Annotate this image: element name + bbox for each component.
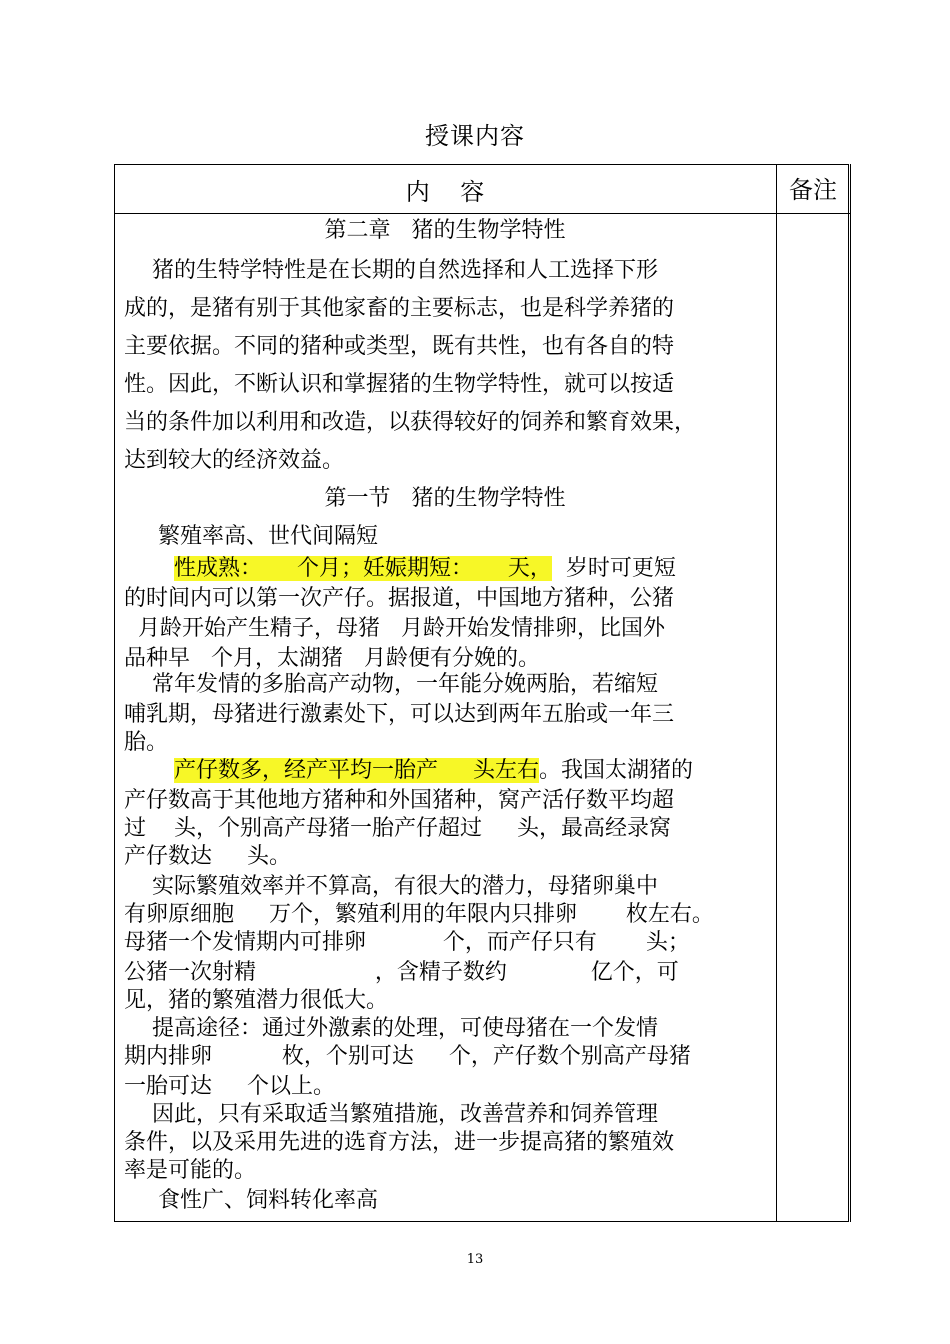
- text-line: 产仔数高于其他地方猪种和外国猪种，窝产活仔数平均超: [124, 788, 675, 813]
- text-line: 率是可能的。: [124, 1158, 257, 1183]
- text-line: 常年发情的多胎高产动物，一年能分娩两胎，若缩短: [124, 672, 658, 697]
- text-line: 主要依据。不同的猪种或类型，既有共性，也有各自的特: [124, 334, 675, 359]
- text-line: 猪的生特学特性是在长期的自然选择和人工选择下形: [124, 258, 658, 283]
- column-divider: [776, 164, 777, 1222]
- text-line: [174, 554, 676, 584]
- text-line: 产仔数达 头。: [124, 844, 291, 869]
- table-header-notes: 备注: [789, 176, 837, 204]
- header-divider: [114, 213, 850, 214]
- page-number: 13: [466, 1252, 484, 1267]
- text-line: 胎。: [124, 730, 169, 755]
- text-line: 一胎可达 个以上。: [124, 1074, 335, 1099]
- text-line: [174, 756, 693, 786]
- table-header-content: 内 容: [405, 178, 485, 206]
- text-line: 过 头，个别高产母猪一胎产仔超过 头，最高经录窝: [124, 816, 671, 841]
- text-line: 有卵原细胞 万个，繁殖利用的年限内只排卵 枚左右。: [124, 902, 714, 927]
- chapter-title: 第二章 猪的生物学特性: [324, 218, 566, 243]
- text-line: 达到较大的经济效益。: [124, 448, 345, 473]
- page-title: 授课内容: [425, 122, 525, 150]
- text-line: 因此，只有采取适当繁殖措施，改善营养和饲养管理: [124, 1102, 658, 1127]
- text-line: 当的条件加以利用和改造，以获得较好的饲养和繁育效果，: [124, 410, 697, 435]
- table-right-edge: [850, 164, 851, 1222]
- text-line: 哺乳期，母猪进行激素处下，可以达到两年五胎或一年三: [124, 702, 675, 727]
- subheading: 繁殖率高、世代间隔短: [158, 524, 379, 549]
- text-line: 条件，以及采用先进的选育方法，进一步提高猪的繁殖效: [124, 1130, 675, 1155]
- subheading: 食性广、饲料转化率高: [158, 1188, 379, 1213]
- text-line: 成的，是猪有别于其他家畜的主要标志，也是科学养猪的: [124, 296, 675, 321]
- text-line: 的时间内可以第一次产仔。据报道，中国地方猪种，公猪: [124, 586, 675, 611]
- text-line: 品种早 个月，太湖猪 月龄便有分娩的。: [124, 646, 540, 671]
- highlighted-text: 产仔数多，经产平均一胎产 头左右: [174, 758, 539, 783]
- text-line: 提高途径：通过外激素的处理，可使母猪在一个发情: [124, 1016, 658, 1041]
- text-line: 月龄开始产生精子，母猪 月龄开始发情排卵，比国外: [124, 616, 665, 641]
- text-line: 实际繁殖效率并不算高，有很大的潜力，母猪卵巢中: [124, 874, 658, 899]
- text-line: 见，猪的繁殖潜力很低大。: [124, 988, 389, 1013]
- text-line: 期内排卵 枚，个别可达 个，产仔数个别高产母猪: [124, 1044, 691, 1069]
- highlighted-text: 性成熟： 个月；妊娠期短： 天，: [174, 556, 552, 581]
- text-line: 公猪一次射精 ，含精子数约 亿个，可: [124, 960, 679, 985]
- text-line: 性。因此，不断认识和掌握猪的生物学特性，就可以按适: [124, 372, 675, 397]
- text-span: 。我国太湖猪的: [538, 758, 693, 783]
- text-line: 母猪一个发情期内可排卵 个，而产仔只有 头；: [124, 930, 690, 955]
- section-title: 第一节 猪的生物学特性: [324, 486, 566, 511]
- text-span: 岁时可更短: [551, 556, 676, 581]
